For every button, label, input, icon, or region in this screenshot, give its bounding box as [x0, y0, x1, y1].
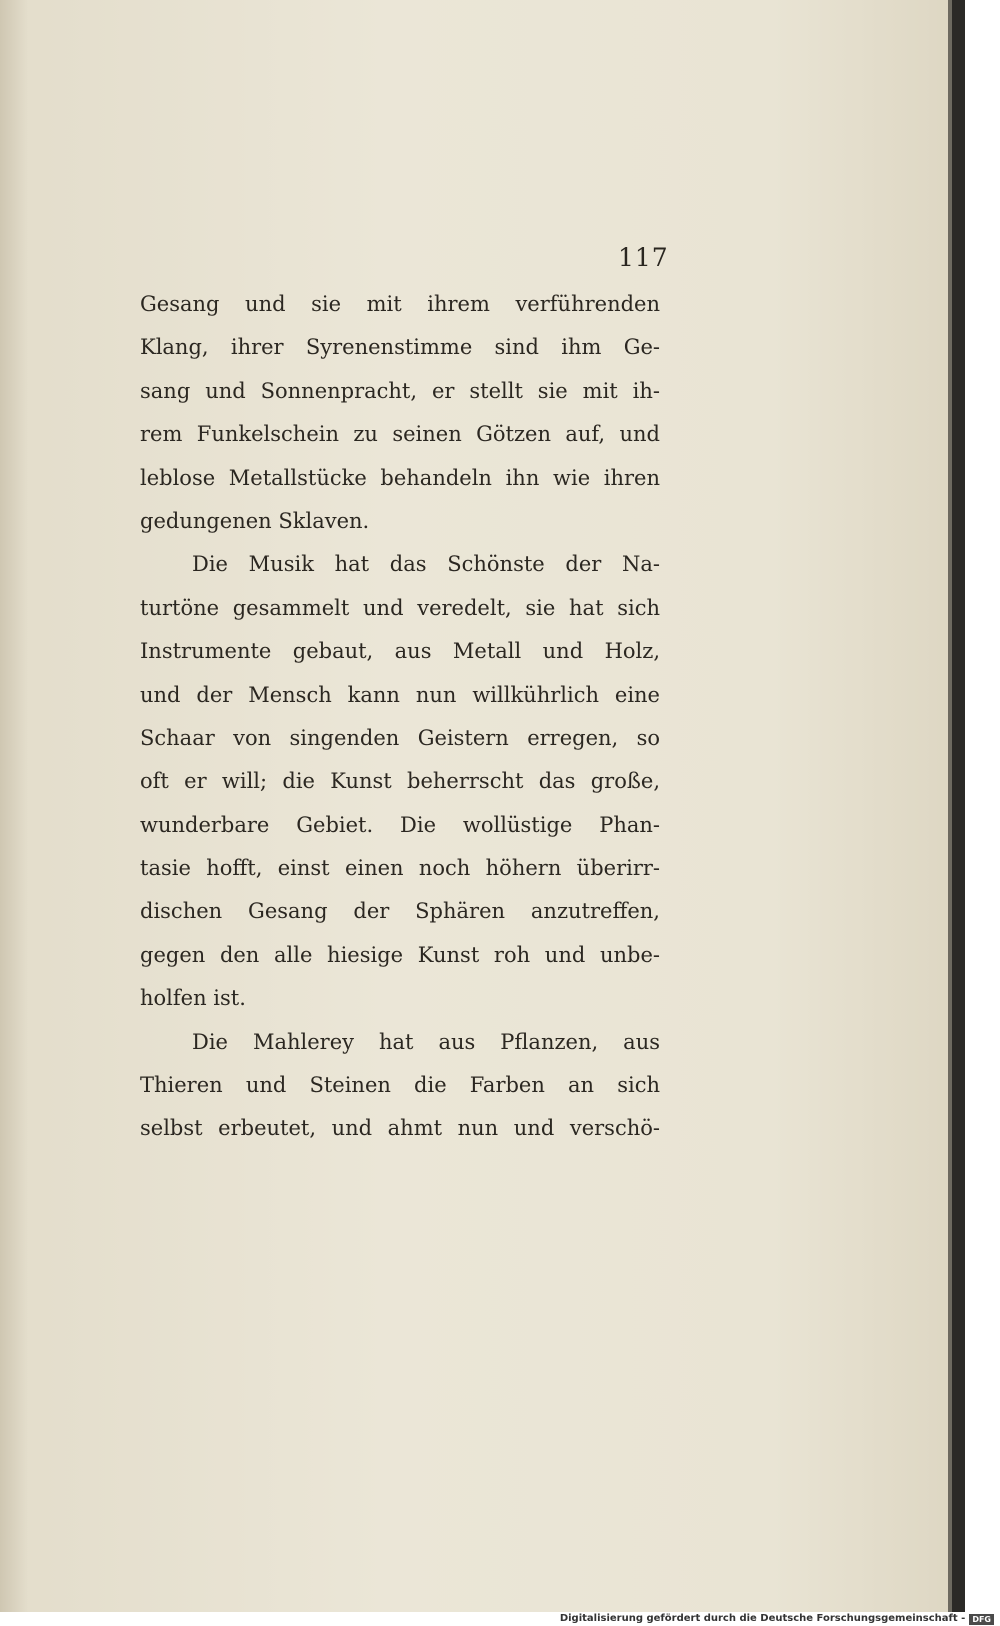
text-line: holfen ist. — [140, 986, 246, 1011]
page-gutter-shadow — [0, 0, 28, 1612]
text-line: oft er will; die Kunst beherrscht das große, — [140, 769, 660, 794]
page-number: 117 — [618, 243, 669, 272]
text-line: Klang, ihrer Syrenenstimme sind ihm Ge- — [140, 335, 660, 360]
text-line: Schaar von singenden Geistern erregen, so — [140, 725, 660, 750]
text-line: leblose Metallstücke behandeln ihn wie ihren — [140, 465, 660, 490]
dfg-logo-icon: DFG — [969, 1614, 994, 1625]
text-line: dischen Gesang der Sphären anzutreffen, — [140, 899, 660, 924]
text-line: Die Mahlerey hat aus Pflanzen, aus — [192, 1029, 660, 1054]
body-text — [140, 283, 660, 1151]
digitization-credit — [560, 1612, 994, 1626]
text-line: Instrumente gebaut, aus Metall und Holz, — [140, 639, 660, 664]
credit-text: Digitalisierung gefördert durch die Deutsche Forschungsgemeinschaft - — [559, 1613, 966, 1624]
book-binding — [952, 0, 965, 1612]
text-line: selbst erbeutet, und ahmt nun und verschö- — [140, 1116, 660, 1141]
text-line: gegen den alle hiesige Kunst roh und unbe- — [140, 942, 660, 967]
text-line: wunderbare Gebiet. Die wollüstige Phan- — [140, 812, 660, 837]
text-line: tasie hofft, einst einen noch höhern überirr- — [140, 856, 660, 881]
text-line: gedungenen Sklaven. — [140, 508, 370, 533]
text-line: und der Mensch kann nun willkührlich eine — [140, 682, 660, 707]
text-line: rem Funkelschein zu seinen Götzen auf, und — [140, 422, 660, 447]
text-line: sang und Sonnenpracht, er stellt sie mit ih- — [140, 378, 660, 403]
text-line: turtöne gesammelt und veredelt, sie hat sich — [140, 595, 660, 620]
text-line: Gesang und sie mit ihrem verführenden — [140, 292, 660, 316]
text-line: Thieren und Steinen die Farben an sich — [140, 1073, 660, 1098]
text-line: Die Musik hat das Schönste der Na- — [192, 552, 660, 577]
